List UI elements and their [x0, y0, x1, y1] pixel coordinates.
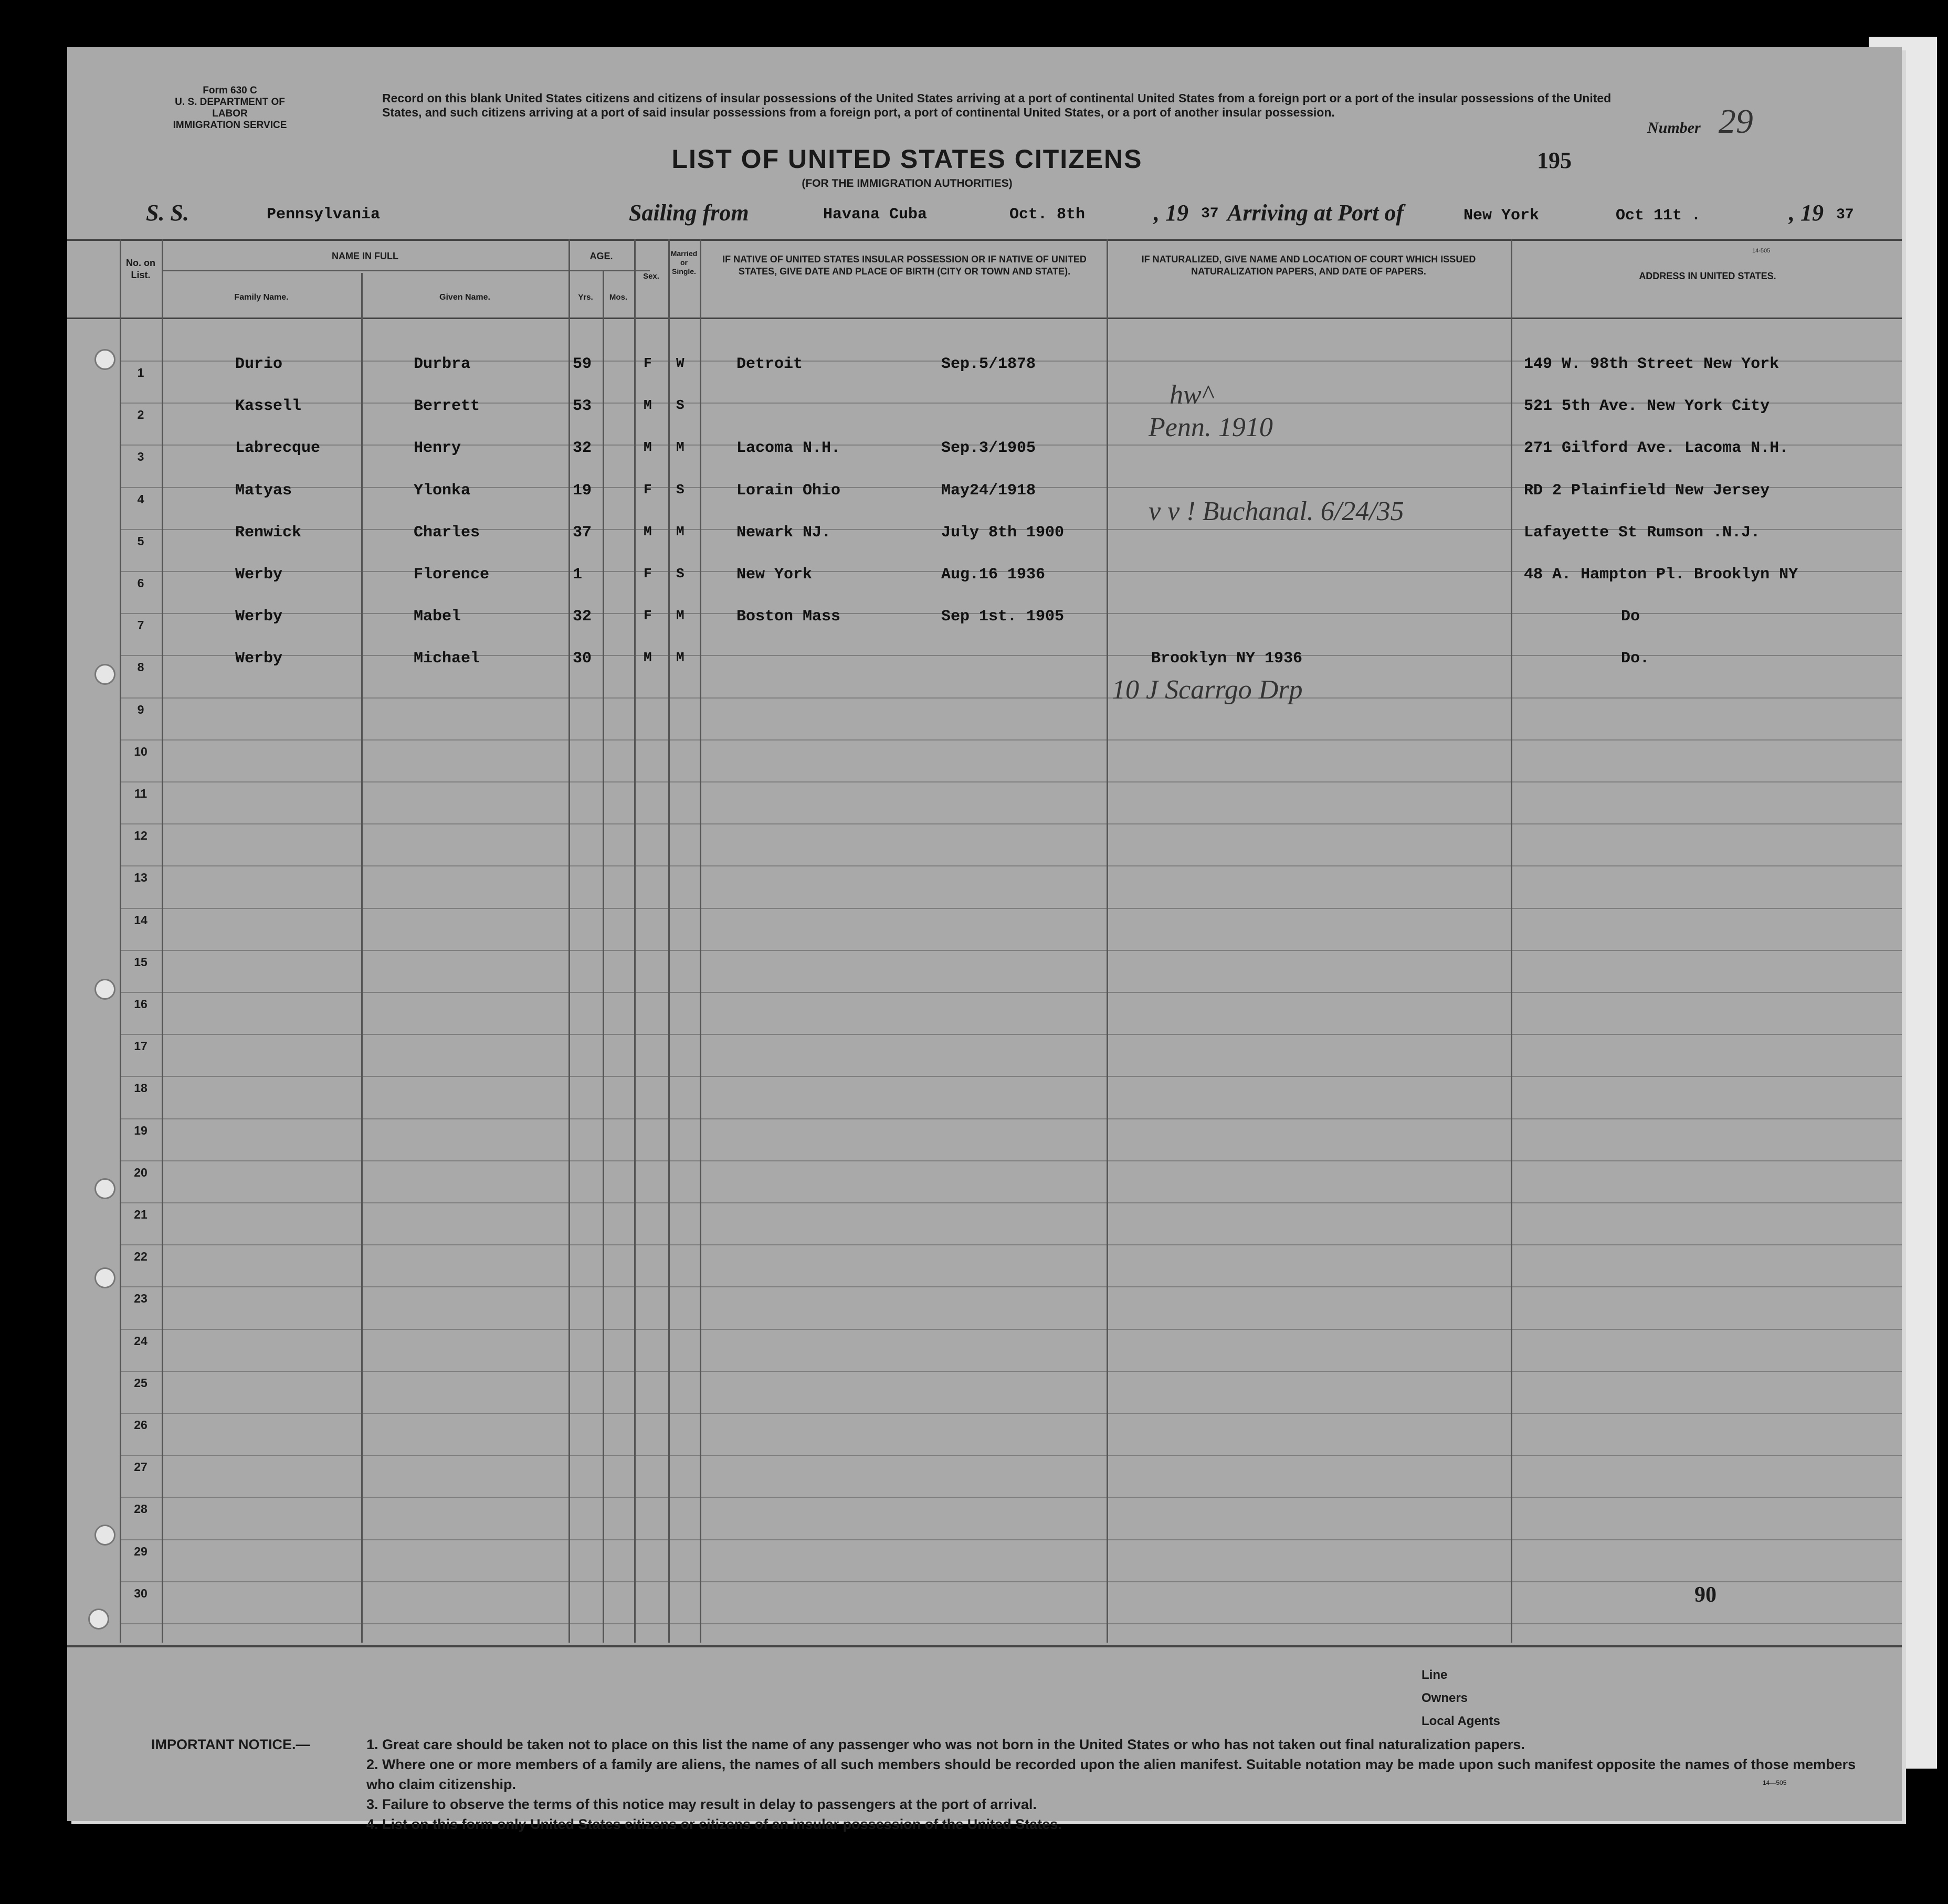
birthdate-cell: Aug.16 1936	[941, 566, 1046, 584]
row-rule	[120, 908, 1902, 909]
row-rule	[120, 1076, 1902, 1077]
binder-hole	[94, 1525, 115, 1546]
number-label: Number	[1647, 119, 1701, 136]
table-row	[67, 392, 1902, 434]
row-rule	[120, 1497, 1902, 1498]
birthdate-cell: May24/1918	[941, 481, 1036, 500]
sex-cell: F	[644, 608, 652, 624]
row-number: 5	[137, 534, 144, 548]
arrival-year: 37	[1836, 207, 1854, 223]
address-cell: 521 5th Ave. New York City	[1524, 397, 1770, 416]
form-number: Form 630 C	[203, 85, 257, 96]
row-rule	[120, 1118, 1902, 1119]
notice-item: 4. List on this form only United States citizens or citizens of an insular possession of the United States.	[366, 1816, 1062, 1832]
sex-cell: F	[644, 566, 652, 581]
row-rule	[120, 1455, 1902, 1456]
family-name-cell: Werby	[235, 650, 283, 668]
row-number: 8	[137, 660, 144, 674]
row-number: 9	[137, 702, 144, 716]
given-name-cell: Henry	[414, 439, 461, 458]
binder-hole	[94, 979, 115, 1000]
header-bottom-rule	[67, 318, 1902, 319]
family-name-cell: Kassell	[235, 397, 302, 416]
departure-date: Oct. 8th	[1009, 206, 1086, 224]
age-cell: 32	[573, 608, 592, 626]
age-cell: 32	[573, 439, 592, 458]
row-number: 16	[134, 997, 148, 1011]
given-name-cell: Mabel	[414, 608, 461, 626]
header-given-name: Given Name.	[439, 293, 490, 302]
address-cell: Lafayette St Rumson .N.J.	[1524, 523, 1761, 542]
row-rule	[120, 1539, 1902, 1540]
ship-name: Pennsylvania	[267, 206, 381, 224]
owners-label: Owners	[1421, 1691, 1468, 1705]
departure-port: Havana Cuba	[823, 206, 928, 224]
header-sex: Sex.	[643, 272, 659, 281]
given-name-cell: Berrett	[414, 397, 480, 416]
address-cell: 149 W. 98th Street New York	[1524, 355, 1779, 373]
notice-item: 1. Great care should be taken not to place on this list the name of any passenger who was not born in the United States or who has not taken out final naturalization papers.	[366, 1737, 1525, 1752]
age-cell: 53	[573, 397, 592, 416]
age-cell: 37	[573, 523, 592, 542]
birthdate-cell: Sep.5/1878	[941, 355, 1036, 373]
header-married-single: Married or Single.	[670, 249, 698, 276]
local-agents-label: Local Agents	[1421, 1714, 1500, 1728]
address-cell: Do.	[1621, 650, 1650, 668]
row-rule	[120, 1371, 1902, 1372]
row-rule	[120, 1244, 1902, 1245]
sex-cell: M	[644, 397, 652, 414]
given-name-cell: Charles	[414, 523, 480, 542]
binder-hole	[94, 349, 115, 370]
binder-hole	[94, 1178, 115, 1199]
number-field	[1647, 102, 1883, 142]
table-bottom-rule	[67, 1645, 1902, 1647]
binder-hole	[88, 1609, 109, 1630]
table-row	[67, 602, 1902, 644]
address-cell: RD 2 Plainfield New Jersey	[1524, 481, 1770, 500]
address-cell: Do	[1621, 608, 1640, 626]
year-prefix: 195	[1537, 147, 1572, 173]
age-cell: 59	[573, 355, 592, 373]
table-row	[67, 350, 1902, 392]
page-title: LIST OF UNITED STATES CITIZENS	[671, 144, 1143, 174]
row-number: 19	[134, 1123, 148, 1137]
row-number: 4	[137, 492, 144, 506]
birthdate-cell: July 8th 1900	[941, 523, 1065, 542]
row-number: 1	[137, 366, 144, 379]
marital-status-cell: M	[676, 523, 685, 540]
table-row	[67, 434, 1902, 476]
header-name-in-full: NAME IN FULL	[332, 251, 398, 261]
service-name: IMMIGRATION SERVICE	[173, 120, 287, 131]
row-number: 10	[134, 744, 148, 758]
sex-cell: F	[644, 355, 652, 371]
table-row	[67, 560, 1902, 602]
birthdate-cell: Sep 1st. 1905	[941, 608, 1065, 626]
age-cell: 1	[573, 566, 583, 584]
row-number: 15	[134, 955, 148, 969]
ss-label: S. S.	[146, 200, 189, 226]
row-rule	[120, 697, 1902, 699]
row-number: 6	[137, 576, 144, 590]
table-top-rule	[67, 239, 1902, 241]
marital-status-cell: M	[676, 608, 685, 624]
family-name-cell: Werby	[235, 608, 283, 626]
row-number: 20	[134, 1165, 148, 1179]
marital-status-cell: M	[676, 650, 685, 666]
arrival-port: New York	[1463, 207, 1540, 225]
header-no-on-list: No. on List.	[126, 258, 155, 280]
line-owners-agents	[1421, 1664, 1500, 1733]
voyage-line	[146, 199, 1878, 231]
header-age: AGE.	[589, 251, 613, 261]
birthdate-cell: Sep.3/1905	[941, 439, 1036, 458]
family-name-cell: Matyas	[235, 481, 292, 500]
header-birth: IF NATIVE OF UNITED STATES INSULAR POSSESSION OR IF NATIVE OF UNITED STATES, GIVE DATE AND PLACE OF BIRTH (CITY OR TOWN AND STATE).	[722, 254, 1087, 277]
handwritten-note-1: hw^	[1170, 380, 1213, 410]
departure-year: 37	[1201, 206, 1219, 222]
row-rule	[120, 950, 1902, 951]
page-count: 90	[1694, 1583, 1717, 1607]
row-number: 29	[134, 1544, 148, 1558]
birthplace-cell: Boston Mass	[736, 608, 841, 626]
instructions-text: Record on this blank United States citizens and citizens of insular possessions of the United States arriving at a port of continental United States from a foreign port or a port of the insular possessions of the United States, and such citizens arriving at a port of said insular possessions from a foreign port, a port of continental United States, or a port of another insular possession.	[382, 91, 1612, 119]
given-name-cell: Florence	[414, 566, 490, 584]
row-rule	[120, 992, 1902, 993]
number-value: 29	[1718, 102, 1753, 141]
age-cell: 30	[573, 650, 592, 668]
row-number: 14	[134, 913, 148, 927]
departure-year-prefix: , 19	[1154, 200, 1188, 226]
naturalization-cell: Brooklyn NY 1936	[1151, 650, 1303, 668]
sex-cell: M	[644, 439, 652, 456]
binder-hole	[94, 664, 115, 685]
form-id-block	[162, 85, 298, 131]
table-row	[67, 477, 1902, 519]
name-header-rule	[162, 270, 650, 271]
sex-cell: M	[644, 523, 652, 540]
row-rule	[120, 1034, 1902, 1035]
row-number: 26	[134, 1418, 148, 1432]
given-name-cell: Ylonka	[414, 481, 471, 500]
line-label: Line	[1421, 1668, 1448, 1682]
row-number: 25	[134, 1376, 148, 1390]
birthplace-cell: Lacoma N.H.	[736, 439, 841, 458]
row-number: 23	[134, 1292, 148, 1306]
row-rule	[120, 1202, 1902, 1203]
address-cell: 271 Gilford Ave. Lacoma N.H.	[1524, 439, 1789, 458]
notice-title: IMPORTANT NOTICE.—	[151, 1737, 310, 1752]
row-rule	[120, 1160, 1902, 1161]
row-rule	[120, 1286, 1902, 1287]
arrival-date: Oct 11t .	[1616, 207, 1701, 225]
row-rule	[120, 1581, 1902, 1582]
family-name-cell: Labrecque	[235, 439, 321, 458]
family-name-cell: Renwick	[235, 523, 302, 542]
handwritten-note-4: v v ! Buchanal. 6/24/35	[1149, 496, 1404, 526]
row-rule	[120, 823, 1902, 824]
row-number: 24	[134, 1334, 148, 1348]
given-name-cell: Michael	[414, 650, 480, 668]
marital-status-cell: W	[676, 355, 685, 371]
notice-list	[366, 1734, 1883, 1834]
row-rule	[120, 1623, 1902, 1624]
birthplace-cell: Lorain Ohio	[736, 481, 841, 500]
row-rule	[120, 739, 1902, 741]
row-number: 3	[137, 450, 144, 464]
sex-cell: M	[644, 650, 652, 666]
header-yrs: Yrs.	[578, 293, 593, 302]
page-subtitle: (FOR THE IMMIGRATION AUTHORITIES)	[802, 177, 1013, 189]
header-family-name: Family Name.	[234, 293, 289, 302]
row-number: 13	[134, 871, 148, 885]
header-address: ADDRESS IN UNITED STATES.	[1639, 271, 1776, 281]
sailing-from-label: Sailing from	[629, 200, 749, 226]
print-code: 14-505	[1752, 248, 1771, 254]
row-rule	[120, 1413, 1902, 1414]
row-number: 11	[134, 787, 148, 800]
sex-cell: F	[644, 481, 652, 498]
row-rule	[120, 781, 1902, 782]
row-number: 7	[137, 618, 144, 632]
header-mos: Mos.	[609, 293, 628, 302]
row-number: 18	[134, 1081, 148, 1095]
manifest-sheet	[67, 47, 1902, 1832]
row-number: 30	[134, 1586, 148, 1600]
marital-status-cell: S	[676, 481, 685, 498]
row-number: 28	[134, 1502, 148, 1516]
arriving-label: Arriving at Port of	[1227, 200, 1404, 226]
family-name-cell: Werby	[235, 566, 283, 584]
birthplace-cell: New York	[736, 566, 813, 584]
marital-status-cell: S	[676, 566, 685, 581]
address-cell: 48 A. Hampton Pl. Brooklyn NY	[1524, 566, 1798, 584]
row-number: 27	[134, 1460, 148, 1474]
marital-status-cell: M	[676, 439, 685, 456]
row-number: 22	[134, 1250, 148, 1264]
table-row	[67, 644, 1902, 686]
form-code: 14—505	[1763, 1779, 1787, 1786]
family-name-cell: Durio	[235, 355, 283, 373]
row-number: 12	[134, 829, 148, 843]
row-rule	[120, 865, 1902, 866]
arrival-year-prefix: , 19	[1789, 200, 1824, 226]
handwritten-note-2: Penn. 1910	[1149, 412, 1273, 442]
given-name-cell: Durbra	[414, 355, 471, 373]
department-name: U. S. DEPARTMENT OF LABOR	[175, 97, 285, 119]
table-row	[67, 519, 1902, 560]
notice-item: 2. Where one or more members of a family are aliens, the names of all such members should be recorded upon the alien manifest. Suitable notation may be made upon such manifest opposite the names of those members who claim citizenship.	[366, 1757, 1856, 1792]
passenger-table	[67, 239, 1902, 1645]
notice-item: 3. Failure to observe the terms of this notice may result in delay to passengers at the port of arrival.	[366, 1796, 1037, 1812]
header-naturalized: IF NATURALIZED, GIVE NAME AND LOCATION OF COURT WHICH ISSUED NATURALIZATION PAPERS, AND DATE OF PAPERS.	[1141, 254, 1476, 277]
age-cell: 19	[573, 481, 592, 500]
binder-hole	[94, 1267, 115, 1288]
marital-status-cell: S	[676, 397, 685, 414]
row-number: 2	[137, 408, 144, 422]
row-number: 21	[134, 1208, 148, 1221]
handwritten-note-8: 10 J Scarrgo Drp	[1112, 675, 1303, 705]
birthplace-cell: Newark NJ.	[736, 523, 831, 542]
row-rule	[120, 1329, 1902, 1330]
birthplace-cell: Detroit	[736, 355, 803, 373]
row-number: 17	[134, 1039, 148, 1053]
